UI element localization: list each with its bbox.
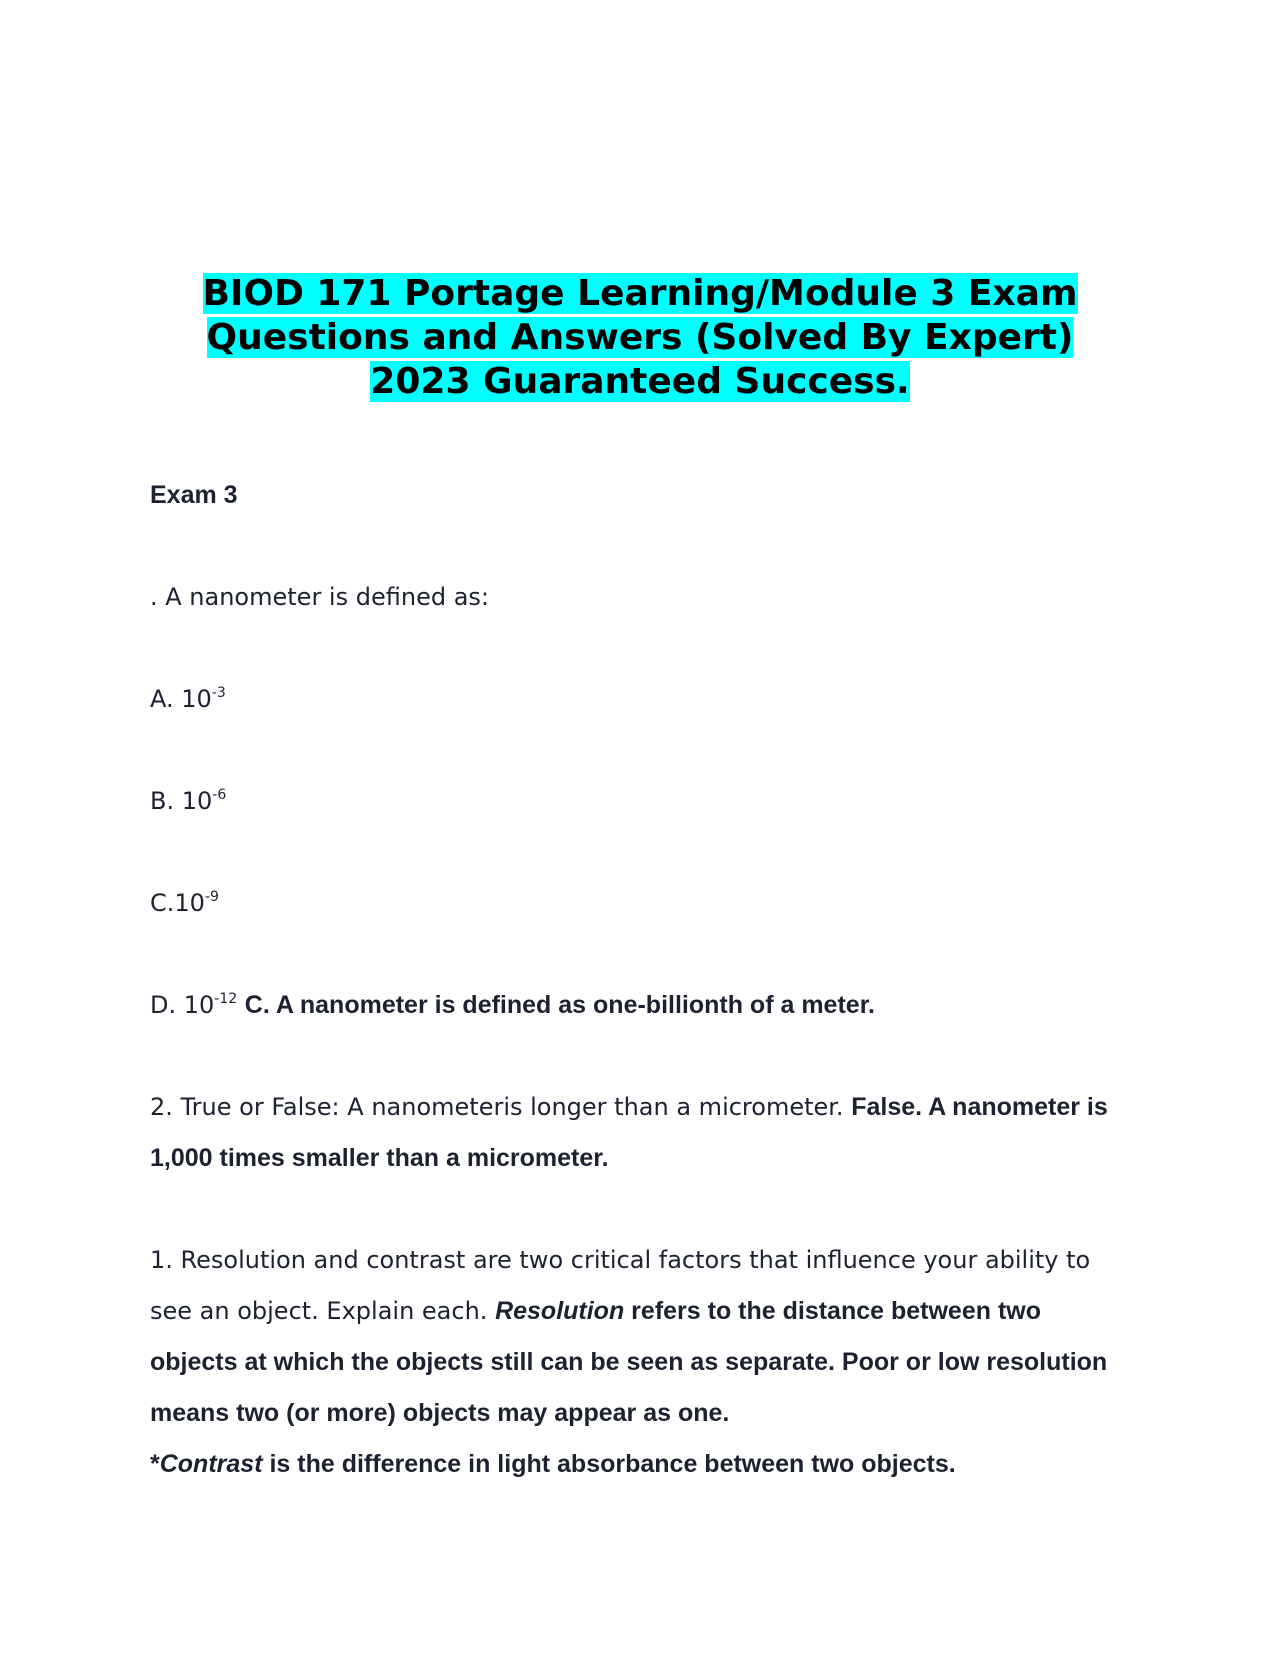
title-line: BIOD 171 Portage Learning/Module 3 Exam [202, 273, 1078, 314]
document-title [0, 272, 1280, 404]
option-b: B. $10^{-6}$ [150, 787, 227, 815]
option-a: A. $10^{-3}$ [150, 685, 226, 713]
section-heading: Exam 3 [150, 481, 238, 509]
question-2: 2. True or False: A nanometeris longer than a micrometer. False. A nanometer is 1,000 times smaller than a micrometer. [150, 1093, 1108, 1172]
answer-3b: is the difference in light absorbance between two objects. [262, 1450, 956, 1478]
answer-3a: refers to the distance between two objects at which the objects still can be seen as separate. Poor or low resolution means two (or more) objects may appear as one. [150, 1297, 1108, 1427]
question-3: 1. Resolution and contrast are two critical factors that influence your ability to see an object. Explain each. Resolution refers to the distance between two objects at which the objects still can be seen as separate. Poor or low resolution means two (or more) objects may appear as one. *Contrast is the difference in light absorbance between two objects. [150, 1246, 1108, 1478]
title-line: 2023 Guaranteed Success. [370, 361, 910, 402]
option-d: D. $10^{-12}$ C. A nanometer is defined as one-billionth of a meter. [150, 991, 875, 1019]
answer-1: C. A nanometer is defined as one-billionth of a meter. [244, 991, 875, 1019]
answer-2: False. A nanometer is 1,000 times smaller than a micrometer. [150, 1093, 1108, 1172]
title-line: Questions and Answers (Solved By Expert) [206, 317, 1074, 358]
question-1: . A nanometer is defined as: [150, 583, 489, 611]
option-c: $C.10^{-9}$ [150, 889, 219, 917]
